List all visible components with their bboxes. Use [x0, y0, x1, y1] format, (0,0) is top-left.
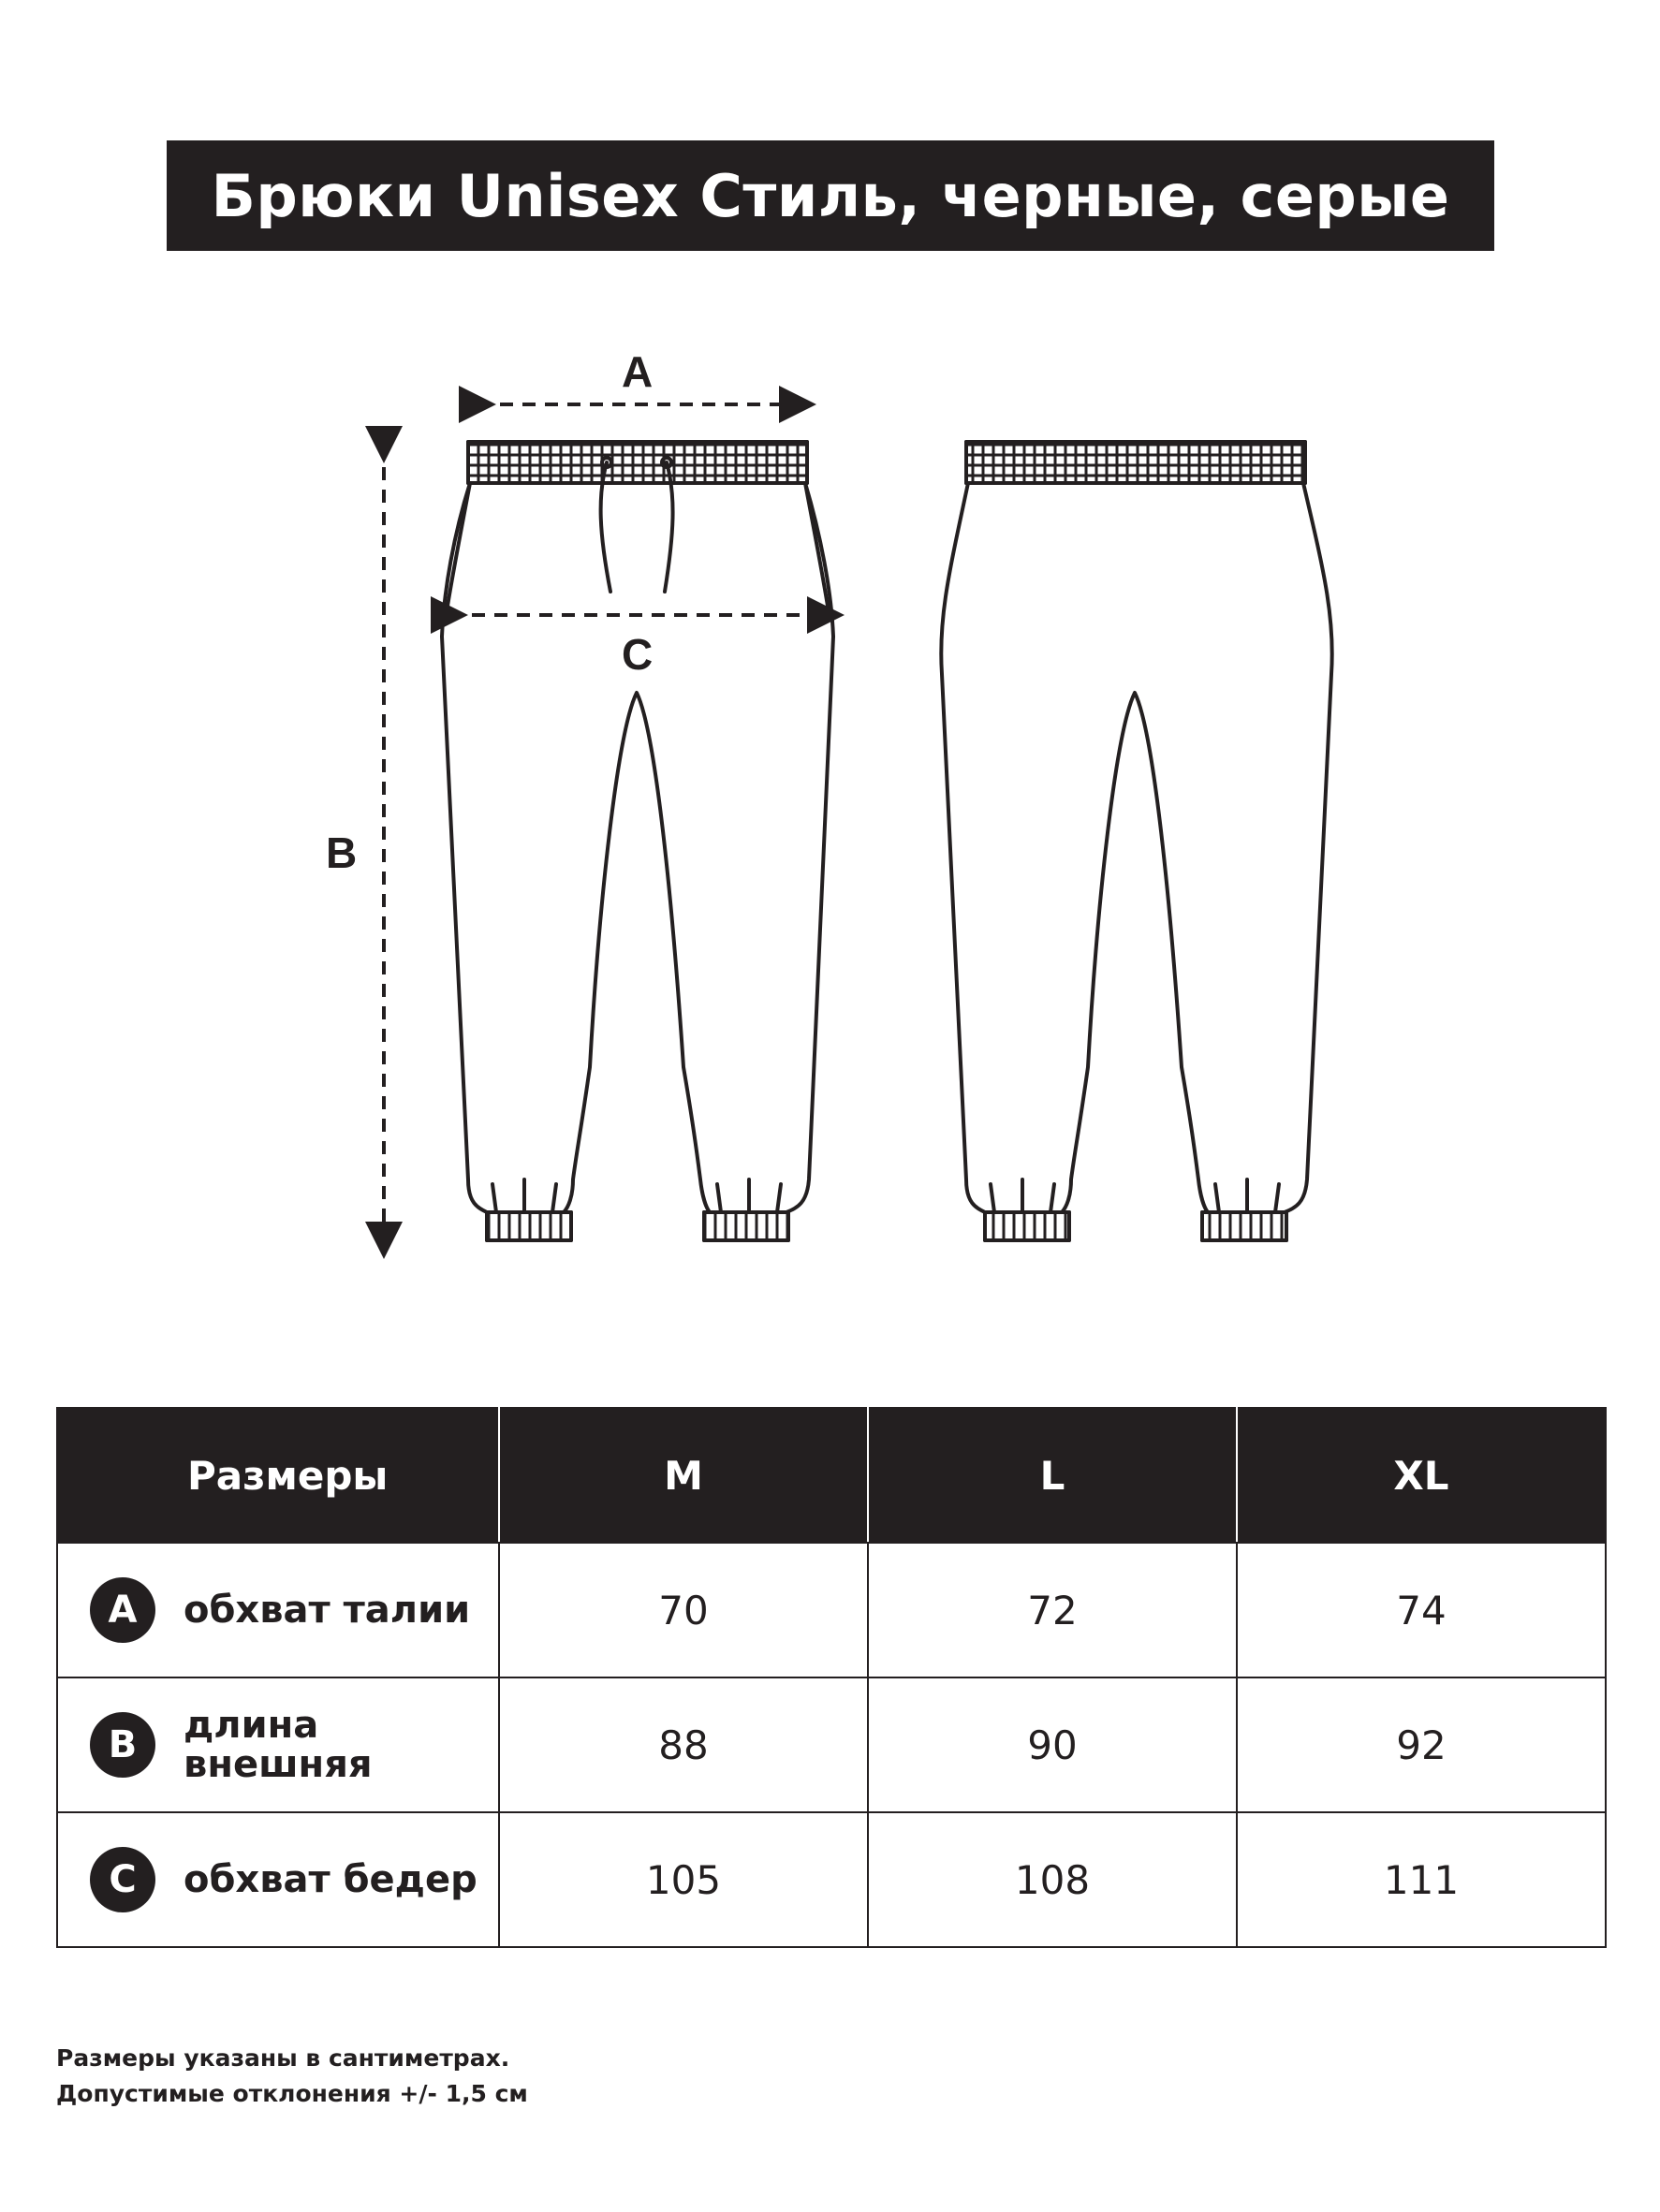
- size-table: [56, 1407, 1607, 1948]
- back-pants: [941, 442, 1332, 1240]
- value-cell: 74: [1237, 1543, 1606, 1677]
- value-cell: 70: [499, 1543, 868, 1677]
- value-cell: 88: [499, 1677, 868, 1812]
- value-cell: 72: [868, 1543, 1237, 1677]
- param-cell: [57, 1812, 499, 1947]
- footnote: [56, 2041, 528, 2111]
- value-cell: 105: [499, 1812, 868, 1947]
- table-header-row: [57, 1408, 1606, 1543]
- header-size-l: L: [868, 1408, 1237, 1543]
- param-name: длина внешняя: [184, 1704, 373, 1786]
- param-key-badge: B: [90, 1712, 155, 1778]
- param-key-badge: C: [90, 1847, 155, 1912]
- table-row: [57, 1543, 1606, 1677]
- table-row: [57, 1677, 1606, 1812]
- value-cell: 108: [868, 1812, 1237, 1947]
- param-key-badge: A: [90, 1577, 155, 1643]
- pants-drawing: [0, 337, 1660, 1273]
- header-size-m: M: [499, 1408, 868, 1543]
- front-pants: [442, 442, 833, 1240]
- page-title: Брюки Unisex Стиль, черные, серые: [167, 140, 1494, 251]
- footnote-units: Размеры указаны в сантиметрах.: [56, 2044, 510, 2072]
- param-name: обхват талии: [184, 1589, 471, 1632]
- dimension-b-label: B: [326, 828, 358, 877]
- table-row: [57, 1812, 1606, 1947]
- footnote-tolerance: Допустимые отклонения +/- 1,5 см: [56, 2079, 528, 2107]
- value-cell: 90: [868, 1677, 1237, 1812]
- value-cell: 92: [1237, 1677, 1606, 1812]
- header-size-xl: XL: [1237, 1408, 1606, 1543]
- param-name: обхват бедер: [184, 1858, 477, 1901]
- pants-diagram: [0, 337, 1660, 1273]
- param-cell: [57, 1677, 499, 1812]
- dimension-c-label: C: [622, 630, 654, 679]
- dimension-a-label: A: [622, 347, 654, 396]
- header-param: Размеры: [57, 1408, 499, 1543]
- value-cell: 111: [1237, 1812, 1606, 1947]
- param-cell: [57, 1543, 499, 1677]
